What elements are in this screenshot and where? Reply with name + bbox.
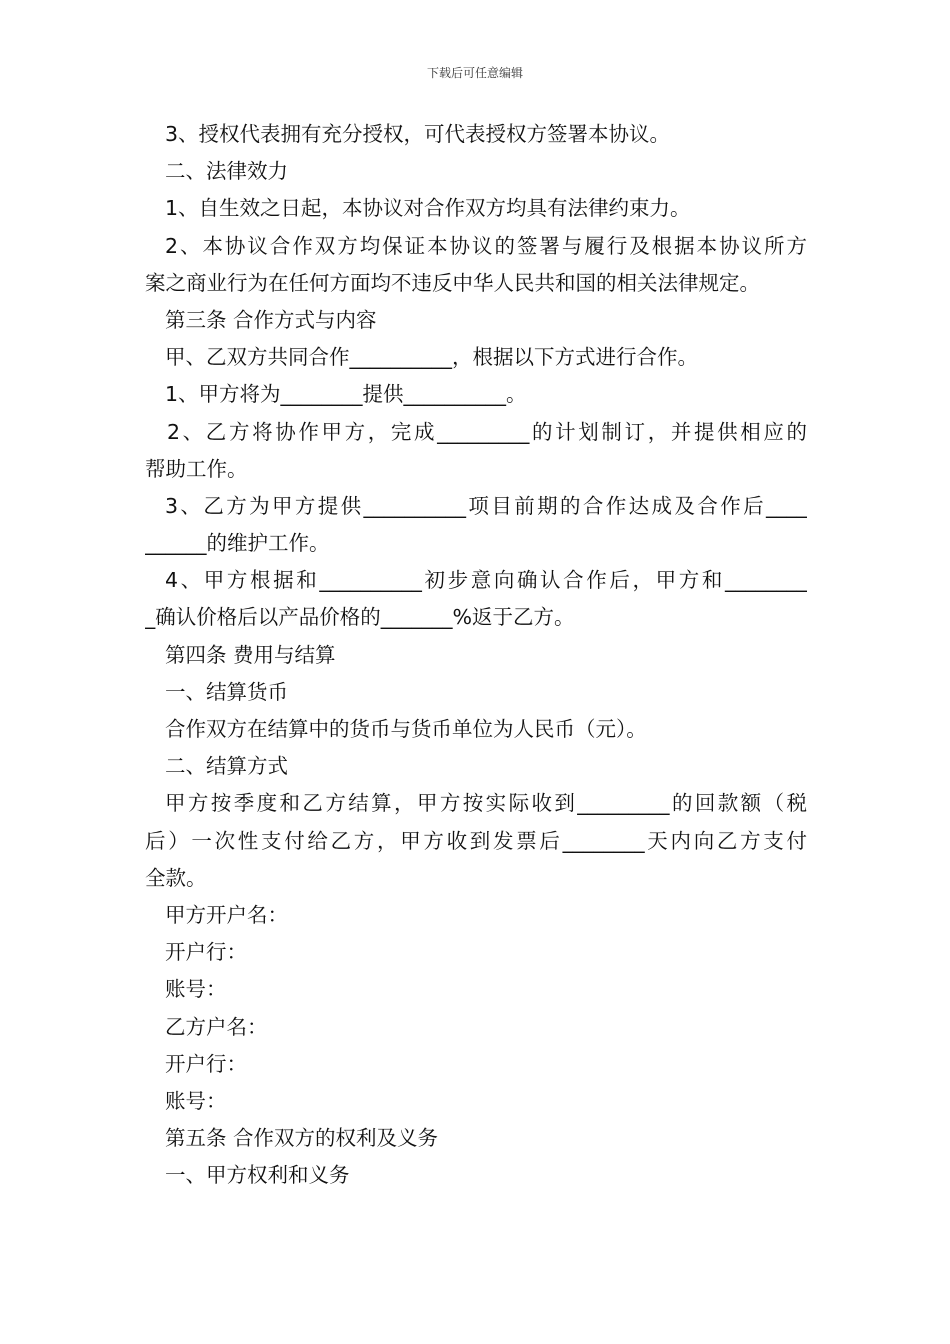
section-heading: 一、结算货币 <box>165 679 288 704</box>
page-header: 下载后可任意编辑 <box>426 66 523 80</box>
paragraph-line: _确认价格后以产品价格的_______%返于乙方。 <box>145 605 575 630</box>
paragraph-line: 3、授权代表拥有充分授权，可代表授权方签署本协议。 <box>165 122 671 146</box>
paragraph-line: 2、乙方将协作甲方，完成_________的计划制订，并提供相应的 <box>167 419 807 444</box>
account-field-label: 开户行： <box>165 940 247 965</box>
account-field-label: 账号： <box>165 1088 227 1113</box>
document-body <box>145 116 807 1194</box>
paragraph-line: 1、甲方将为________提供__________。 <box>165 382 527 407</box>
paragraph-line: 帮助工作。 <box>145 456 248 481</box>
paragraph-line: 1、自生效之日起，本协议对合作双方均具有法律约束力。 <box>165 196 691 221</box>
article-heading: 第三条 合作方式与内容 <box>165 307 377 332</box>
account-field-label: 乙方户名： <box>165 1014 268 1039</box>
section-heading: 二、结算方式 <box>165 754 288 779</box>
paragraph-line: 4、甲方根据和__________初步意向确认合作后，甲方和________ <box>165 568 807 593</box>
article-heading: 第四条 费用与结算 <box>165 642 336 667</box>
article-heading: 第五条 合作双方的权利及义务 <box>165 1126 439 1151</box>
paragraph-line: 甲方按季度和乙方结算，甲方按实际收到_________的回款额（税 <box>165 791 807 816</box>
paragraph-line: 甲、乙双方共同合作__________，根据以下方式进行合作。 <box>165 345 698 370</box>
paragraph-line: ______的维护工作。 <box>145 531 330 556</box>
paragraph-line: 3、乙方为甲方提供__________项目前期的合作达成及合作后____ <box>165 493 807 518</box>
section-heading: 一、甲方权利和义务 <box>165 1163 350 1188</box>
paragraph-line: 全款。 <box>145 865 207 890</box>
account-field-label: 账号： <box>165 977 227 1002</box>
account-field-label: 甲方开户名： <box>165 902 288 927</box>
paragraph-line: 后）一次性支付给乙方，甲方收到发票后________天内向乙方支付 <box>145 828 807 853</box>
paragraph-line: 案之商业行为在任何方面均不违反中华人民共和国的相关法律规定。 <box>145 270 760 295</box>
paragraph-line: 合作双方在结算中的货币与货币单位为人民币（元）。 <box>165 717 647 741</box>
section-heading: 二、法律效力 <box>165 159 288 184</box>
paragraph-line: 2、本协议合作双方均保证本协议的签署与履行及根据本协议所方 <box>165 233 807 258</box>
account-field-label: 开户行： <box>165 1051 247 1076</box>
